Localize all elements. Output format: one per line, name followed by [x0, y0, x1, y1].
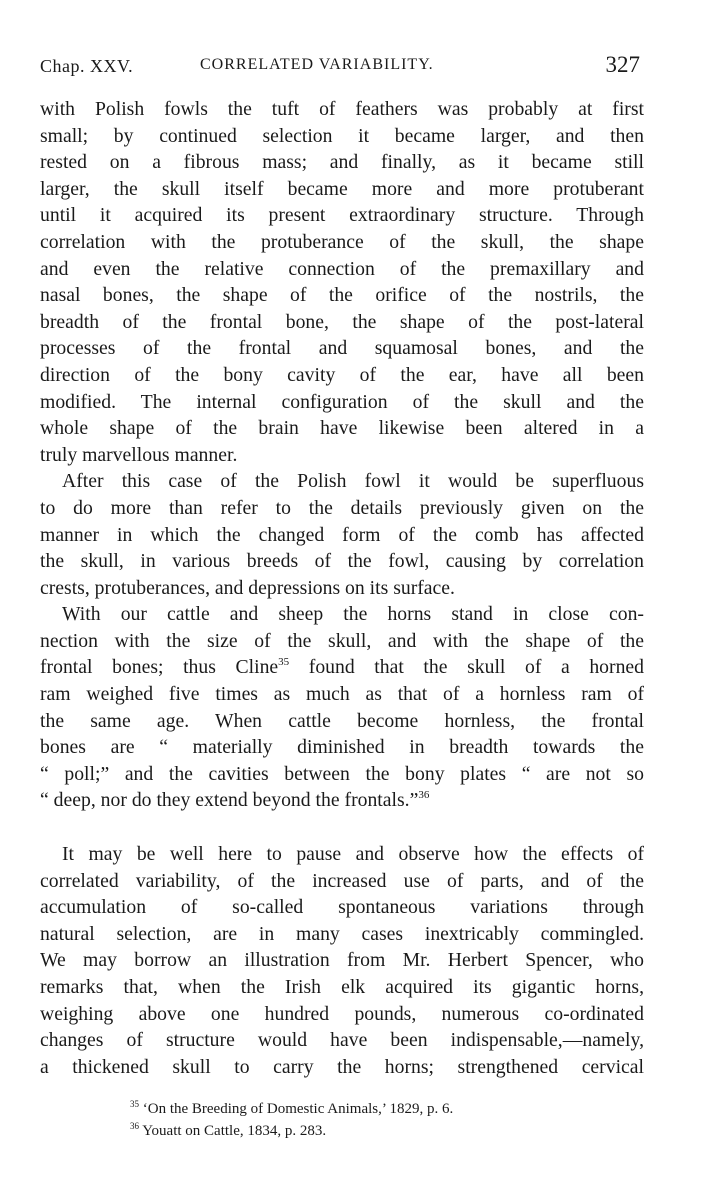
running-header: [40, 52, 640, 86]
text-line: remarks that, when the Irish elk acquired its gigantic horns,: [40, 976, 644, 998]
text-line: whole shape of the brain have likewise been altered in a: [40, 417, 644, 440]
paragraph: [40, 468, 644, 601]
footnote-text: ‘On the Breeding of Domestic Animals,’ 1829, p. 6.: [142, 1101, 454, 1117]
text-line: small; by continued selection it became larger, and then: [40, 124, 644, 147]
text-line: We may borrow an illustration from Mr. Herbert Spencer, who: [40, 949, 644, 972]
paragraph: [40, 841, 644, 1080]
text-line: the skull, in various breeds of the fowl, causing by correlation: [40, 550, 644, 573]
text-line: It may be well here to pause and observe how the effects of: [62, 843, 644, 866]
section-gap: [40, 814, 644, 841]
footnote-number: 36: [130, 1121, 139, 1131]
text-fragment: frontal bones; thus Cline: [40, 656, 279, 679]
text-line: nasal bones, the shape of the orifice of the nostrils, the: [40, 284, 644, 307]
text-line: to do more than refer to the details previously given on the: [40, 496, 644, 519]
text-line: correlation with the protuberance of the skull, the shape: [40, 230, 644, 253]
text-line: [40, 787, 644, 814]
text-line: With our cattle and sheep the horns stand in close con-: [62, 603, 644, 626]
text-line: bones are “ materially diminished in breadth towards the: [40, 736, 644, 759]
text-line: truly marvellous manner.: [40, 443, 238, 466]
text-line: After this case of the Polish fowl it would be superfluous: [62, 470, 644, 493]
text-line: accumulation of so-called spontaneous variations through: [40, 896, 644, 919]
footnotes: [130, 1098, 630, 1142]
text-line: processes of the frontal and squamosal bones, and the: [40, 337, 644, 360]
text-line: manner in which the changed form of the comb has affected: [40, 523, 644, 546]
footnote-ref: 35: [278, 656, 290, 669]
text-line: nection with the size of the skull, and with the shape of the: [40, 629, 644, 652]
text-line: a thickened skull to carry the horns; strengthened cervical: [40, 1055, 644, 1078]
text-line: natural selection, are in many cases inextricably commingled.: [40, 922, 644, 945]
text-line: correlated variability, of the increased use of parts, and of the: [40, 869, 644, 892]
footnote: [130, 1120, 630, 1142]
text-line: until it acquired its present extraordinary structure. Through: [40, 204, 644, 227]
text-line: breadth of the frontal bone, the shape of the post-lateral: [40, 310, 644, 333]
running-title: CORRELATED VARIABILITY.: [200, 56, 434, 73]
text-line: the same age. When cattle become hornless, the frontal: [40, 709, 644, 732]
page-number: 327: [605, 52, 640, 77]
text-fragment: found that the skull of a horned: [289, 656, 644, 679]
text-fragment: “ deep, nor do they extend beyond the frontals.”: [40, 789, 419, 812]
text-line: and even the relative connection of the premaxillary and: [40, 257, 644, 280]
text-line: direction of the bony cavity of the ear, have all been: [40, 363, 644, 386]
text-line: weighing above one hundred pounds, numerous co-ordinated: [40, 1002, 644, 1025]
paragraph: [40, 96, 644, 468]
text-line: modified. The internal configuration of the skull and the: [40, 390, 644, 413]
text-line: [40, 654, 644, 681]
text-line: crests, protuberances, and depressions on its surface.: [40, 576, 455, 599]
text-line: changes of structure would have been indispensable,—namely,: [40, 1029, 644, 1052]
text-line: “ poll;” and the cavities between the bony plates “ are not so: [40, 762, 644, 785]
chapter-label: Chap. XXV.: [40, 56, 134, 76]
text-line: rested on a fibrous mass; and finally, as it became still: [40, 151, 644, 174]
text-line: ram weighed five times as much as that of a hornless ram of: [40, 683, 644, 706]
paragraph: [40, 601, 644, 814]
footnote-number: 35: [130, 1099, 139, 1109]
footnote: [130, 1098, 630, 1120]
text-line: larger, the skull itself became more and more protuberant: [40, 177, 644, 200]
footnote-ref: 36: [418, 789, 430, 802]
body-text: [40, 96, 644, 1080]
footnote-text: Youatt on Cattle, 1834, p. 283.: [142, 1123, 327, 1139]
text-line: with Polish fowls the tuft of feathers was probably at first: [40, 98, 644, 120]
